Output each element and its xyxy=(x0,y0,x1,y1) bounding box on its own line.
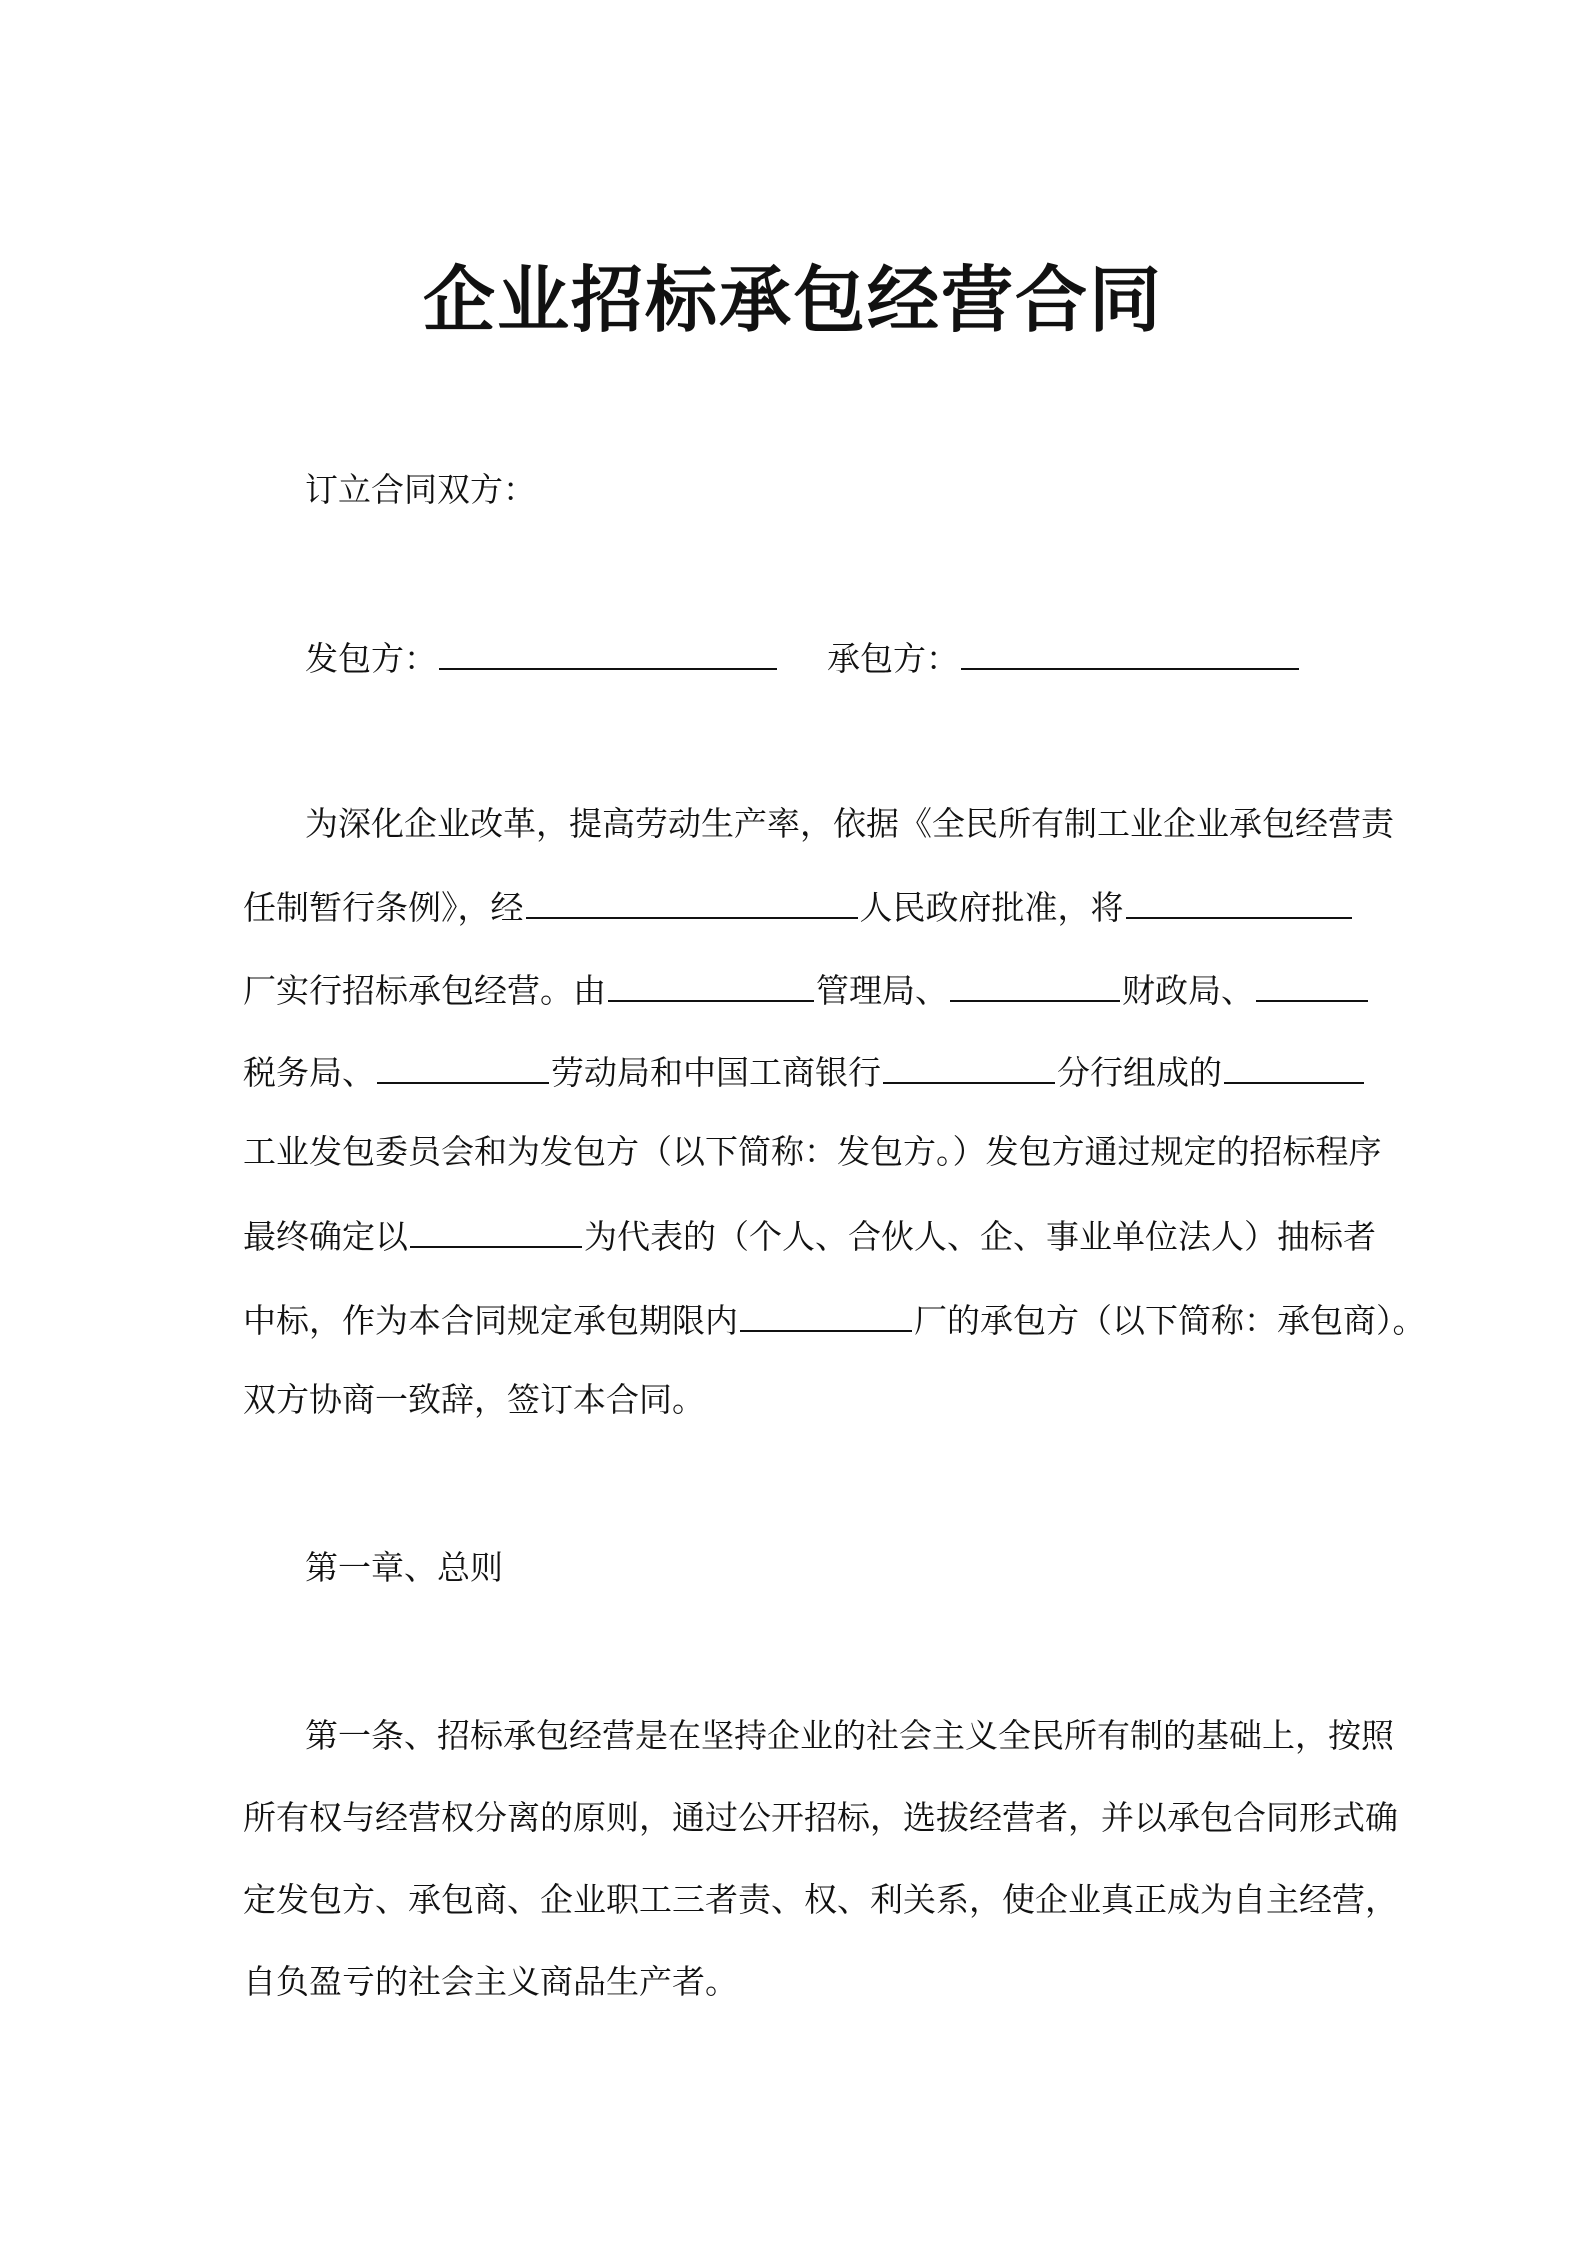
blank-tax-bureau xyxy=(1256,966,1368,1002)
preamble-text: 管理局、 xyxy=(816,971,948,1010)
party-b-blank xyxy=(961,634,1299,670)
preamble-line-3 xyxy=(243,966,1353,1013)
preamble-line-1: 为深化企业改革，提高劳动生产率，依据《全民所有制工业企业承包经营责 xyxy=(305,804,1394,843)
blank-labor-bureau xyxy=(377,1048,549,1084)
blank-representative xyxy=(410,1212,582,1248)
preamble-line-4 xyxy=(243,1048,1353,1095)
preamble-text: 厂实行招标承包经营。由 xyxy=(243,971,606,1010)
party-b-label: 承包方： xyxy=(827,639,959,678)
preamble-text: 中标，作为本合同规定承包期限内 xyxy=(243,1301,738,1340)
preamble-line-2 xyxy=(243,883,1353,930)
preamble-text: 厂的承包方（以下简称：承包商）。 xyxy=(914,1301,1426,1340)
parties-line xyxy=(305,634,1415,681)
blank-bank-branch xyxy=(883,1048,1055,1084)
preamble-text: 劳动局和中国工商银行 xyxy=(551,1053,881,1092)
article-1-line-4: 自负盈亏的社会主义商品生产者。 xyxy=(243,1962,738,2001)
blank-contract-factory xyxy=(740,1296,912,1332)
article-1-line-2: 所有权与经营权分离的原则，通过公开招标，选拔经营者，并以承包合同形式确 xyxy=(243,1798,1398,1837)
preamble-text: 分行组成的 xyxy=(1057,1053,1222,1092)
preamble-line-5: 工业发包委员会和为发包方（以下简称：发包方。）发包方通过规定的招标程序 xyxy=(243,1132,1382,1171)
preamble-line-7 xyxy=(243,1296,1426,1343)
blank-finance-bureau xyxy=(950,966,1120,1002)
preamble-line-8: 双方协商一致辞，签订本合同。 xyxy=(243,1380,705,1419)
preamble-text: 财政局、 xyxy=(1122,971,1254,1010)
preamble-text: 为代表的（个人、合伙人、企、事业单位法人）抽标者 xyxy=(584,1217,1376,1256)
preamble-line-6 xyxy=(243,1212,1376,1259)
blank-government xyxy=(526,883,858,919)
article-1-line-1: 第一条、招标承包经营是在坚持企业的社会主义全民所有制的基础上，按照 xyxy=(305,1716,1394,1755)
preamble-text: 最终确定以 xyxy=(243,1217,408,1256)
blank-committee xyxy=(1224,1048,1364,1084)
document-title: 企业招标承包经营合同 xyxy=(422,257,1163,342)
blank-factory xyxy=(1126,883,1352,919)
preamble-text: 税务局、 xyxy=(243,1053,375,1092)
party-a-label: 发包方： xyxy=(305,639,437,678)
parties-intro: 订立合同双方： xyxy=(305,470,536,509)
preamble-text: 人民政府批准，将 xyxy=(859,888,1124,927)
chapter-1-heading: 第一章、总则 xyxy=(305,1548,503,1587)
blank-admin-bureau xyxy=(608,966,814,1002)
preamble-text: 任制暂行条例》，经 xyxy=(243,888,524,927)
party-a-blank xyxy=(439,634,777,670)
article-1-line-3: 定发包方、承包商、企业职工三者责、权、利关系，使企业真正成为自主经营， xyxy=(243,1880,1398,1919)
